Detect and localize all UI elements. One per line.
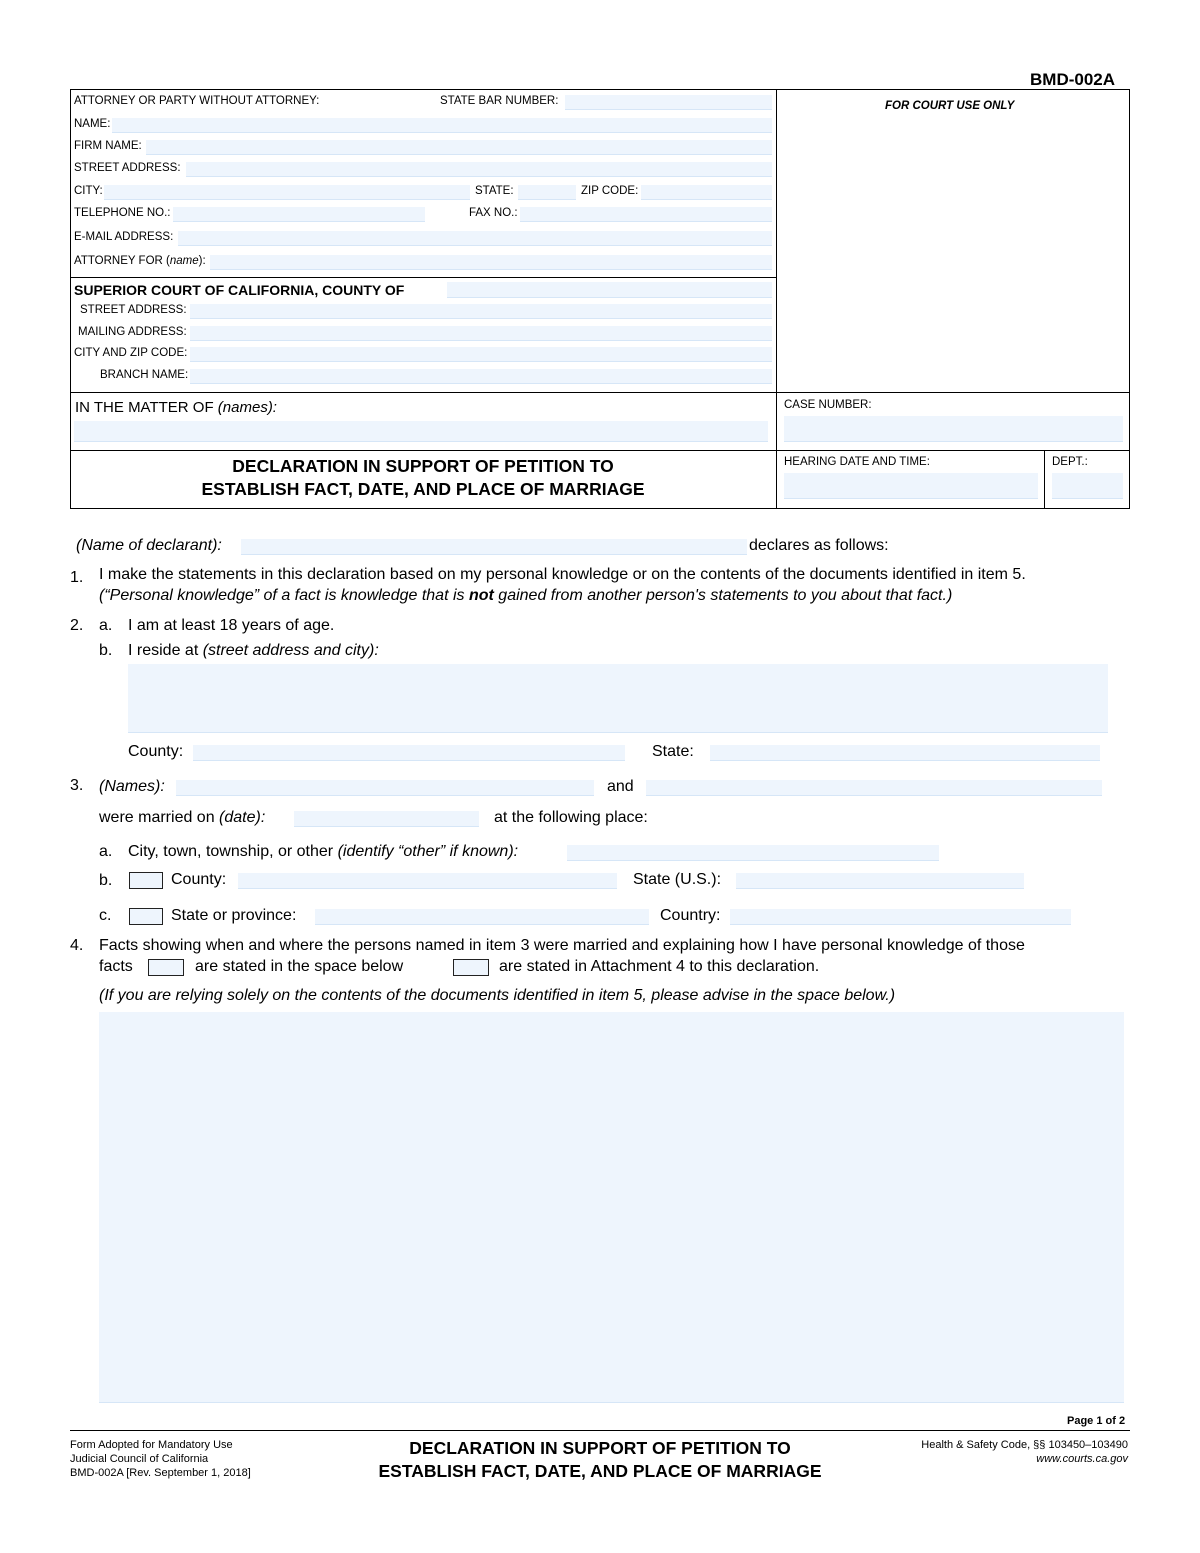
- firm-field[interactable]: [146, 140, 772, 155]
- item1-number: 1.: [70, 569, 84, 586]
- names-label: (Names):: [99, 778, 165, 795]
- name1-field[interactable]: [176, 780, 594, 796]
- council-text: Judicial Council of California: [70, 1453, 209, 1465]
- residence-state-field[interactable]: [710, 745, 1100, 761]
- residence-state-label: State:: [652, 743, 694, 760]
- tel-field[interactable]: [173, 207, 425, 222]
- declares-text: declares as follows:: [749, 537, 889, 554]
- page-number: Page 1 of 2: [1067, 1415, 1126, 1427]
- form-id: BMD-002A: [1030, 70, 1116, 89]
- case-number-field[interactable]: [784, 416, 1123, 442]
- item1-text: I make the statements in this declaration based on my personal knowledge or on the contents of the documents identified in item 5.: [99, 566, 1026, 583]
- item2a-text: I am at least 18 years of age.: [128, 617, 335, 634]
- court-branch-label: BRANCH NAME:: [100, 369, 189, 381]
- fax-field[interactable]: [520, 207, 772, 222]
- street-label: STREET ADDRESS:: [74, 162, 181, 174]
- item2a-letter: a.: [99, 617, 113, 634]
- attorney-label: ATTORNEY OR PARTY WITHOUT ATTORNEY:: [74, 95, 320, 107]
- rule: [70, 277, 777, 278]
- item3c-letter: c.: [99, 907, 112, 924]
- city-field[interactable]: [104, 185, 470, 200]
- fax-label: FAX NO.:: [469, 207, 518, 219]
- city-town-field[interactable]: [567, 845, 939, 861]
- court-cityzip-label: CITY AND ZIP CODE:: [74, 347, 188, 359]
- and-label: and: [607, 778, 634, 795]
- item4-facts: facts: [99, 958, 133, 975]
- attachment4-checkbox[interactable]: [453, 959, 489, 976]
- footer-rule: [70, 1430, 1130, 1431]
- rule: [1044, 450, 1045, 508]
- court-cityzip-field[interactable]: [190, 347, 772, 362]
- item4-text: Facts showing when and where the persons named in item 3 were married and explaining how I have personal knowledge of those: [99, 937, 1025, 954]
- marriage-county-field[interactable]: [238, 873, 617, 889]
- firm-label: FIRM NAME:: [74, 140, 142, 152]
- case-number-label: CASE NUMBER:: [784, 399, 872, 411]
- county-checkbox[interactable]: [129, 872, 163, 889]
- residence-county-label: County:: [128, 743, 184, 760]
- item3a-letter: a.: [99, 843, 113, 860]
- footer-left: [70, 1438, 251, 1480]
- attorney-for-field[interactable]: [210, 255, 772, 270]
- code-text: Health & Safety Code, §§ 103450–103490: [921, 1439, 1128, 1451]
- zip-field[interactable]: [641, 185, 772, 200]
- item3b-county-label: County:: [171, 871, 227, 888]
- form-title: DECLARATION IN SUPPORT OF PETITION TO ESTABLISH FACT, DATE, AND PLACE OF MARRIAGE: [201, 456, 645, 499]
- declarant-label: (Name of declarant):: [76, 537, 222, 554]
- court-street-label: STREET ADDRESS:: [80, 304, 187, 316]
- name-label: NAME:: [74, 118, 111, 130]
- item2b-letter: b.: [99, 642, 113, 659]
- hearing-field[interactable]: [784, 473, 1038, 499]
- residence-address-field[interactable]: [128, 664, 1108, 733]
- facts-textarea[interactable]: [99, 1012, 1124, 1403]
- dept-label: DEPT.:: [1052, 456, 1088, 468]
- name2-field[interactable]: [646, 780, 1102, 796]
- item4-number: 4.: [70, 937, 84, 954]
- attorney-for-label: ATTORNEY FOR (name):: [74, 255, 206, 267]
- country-field[interactable]: [730, 909, 1071, 925]
- footer-title: DECLARATION IN SUPPORT OF PETITION TO ESTABLISH FACT, DATE, AND PLACE OF MARRIAGE: [378, 1438, 822, 1481]
- matter-label: IN THE MATTER OF (names):: [75, 399, 277, 416]
- item1-note: (“Personal knowledge” of a fact is knowledge that is not gained from another person's statements to you about that fact.): [99, 587, 953, 604]
- bar-label: STATE BAR NUMBER:: [440, 95, 559, 107]
- street-field[interactable]: [186, 162, 772, 177]
- court-street-field[interactable]: [190, 304, 772, 319]
- item4-attach: are stated in Attachment 4 to this declaration.: [499, 958, 820, 975]
- marriage-state-field[interactable]: [736, 873, 1024, 889]
- item3-number: 3.: [70, 777, 84, 794]
- item2-number: 2.: [70, 617, 84, 634]
- adopted-text: Form Adopted for Mandatory Use: [70, 1439, 233, 1451]
- state-province-checkbox[interactable]: [129, 908, 163, 925]
- item3c-country-label: Country:: [660, 907, 721, 924]
- following-place-label: at the following place:: [494, 809, 648, 826]
- item4-below: are stated in the space below: [195, 958, 404, 975]
- email-label: E-MAIL ADDRESS:: [74, 231, 174, 243]
- item4-note: (If you are relying solely on the contents of the documents identified in item 5, please advise in the space below.): [99, 987, 896, 1004]
- item3b-state-label: State (U.S.):: [633, 871, 722, 888]
- marriage-date-field[interactable]: [294, 811, 479, 827]
- item3a-text: City, town, township, or other (identify “other” if known):: [128, 843, 519, 860]
- tel-label: TELEPHONE NO.:: [74, 207, 171, 219]
- hearing-label: HEARING DATE AND TIME:: [784, 456, 930, 468]
- court-use-label: FOR COURT USE ONLY: [885, 100, 1015, 112]
- dept-field[interactable]: [1052, 473, 1123, 499]
- name-field[interactable]: [112, 118, 772, 133]
- item3b-letter: b.: [99, 872, 113, 889]
- court-branch-field[interactable]: [190, 369, 772, 384]
- court-label: SUPERIOR COURT OF CALIFORNIA, COUNTY OF: [74, 282, 405, 298]
- revision-text: BMD-002A [Rev. September 1, 2018]: [70, 1467, 251, 1479]
- city-label: CITY:: [74, 185, 103, 197]
- county-field[interactable]: [447, 282, 772, 298]
- court-mailing-label: MAILING ADDRESS:: [78, 326, 187, 338]
- court-mailing-field[interactable]: [190, 326, 772, 341]
- caption-divider: [776, 89, 777, 508]
- rule: [70, 392, 1130, 393]
- rule: [70, 450, 1130, 451]
- state-province-field[interactable]: [315, 909, 649, 925]
- zip-label: ZIP CODE:: [581, 185, 639, 197]
- item2b-text: I reside at (street address and city):: [128, 642, 379, 659]
- married-on-label: were married on (date):: [99, 809, 266, 826]
- matter-field[interactable]: [74, 421, 768, 442]
- item3c-state-label: State or province:: [171, 907, 297, 924]
- state-field[interactable]: [518, 185, 576, 200]
- bar-number-field[interactable]: [565, 95, 772, 110]
- footer-right: [880, 1438, 1128, 1466]
- email-field[interactable]: [178, 231, 772, 246]
- declarant-field[interactable]: [241, 539, 747, 555]
- space-below-checkbox[interactable]: [148, 959, 184, 976]
- website-link[interactable]: www.courts.ca.gov: [1036, 1453, 1128, 1465]
- state-label: STATE:: [475, 185, 514, 197]
- residence-county-field[interactable]: [193, 745, 625, 761]
